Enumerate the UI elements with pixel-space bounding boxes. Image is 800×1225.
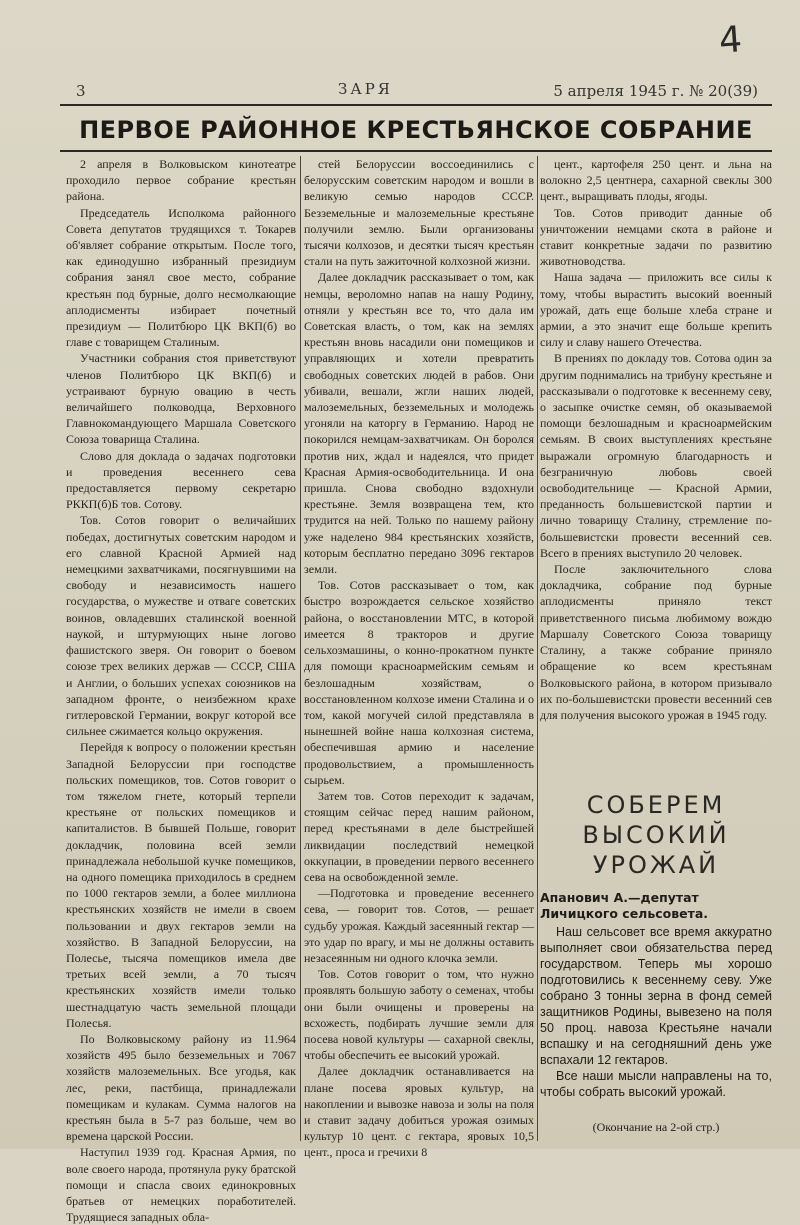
paragraph: По Волковыскому району из 11.964 хозяйств 495 было безземельных и 7067 хозяйств малоземельных. Все угодья, как лес, реки, пастбища, принадлежали помещикам и кулакам. Сумма налогов на крестьян была в 5-7 раз больше, чем во времена царской России. [66, 1031, 296, 1144]
headline-rule [60, 150, 772, 152]
newspaper-name: ЗАРЯ [338, 80, 393, 98]
header-rule [60, 104, 772, 106]
paragraph: цент., картофеля 250 цент. и льна на волокно 2,5 центнера, сахарной свеклы 300 цент., выращивать плоды, ягоды. [540, 157, 772, 204]
paragraph: Далее докладчик рассказывает о том, как немцы, вероломно напав на нашу Родину, отняли у крестьян все то, что дала им Советская власть, о том, как на землях крестьян вновь насадили они помещиков и управляющих и хотели превратить свободных советских людей в рабов. Они убивали, вешали, жгли наших людей, малоземельных, безземельных и молодежь угоняли на каторгу в Германию. Народ не покорился немцам-захватчикам. Он боролся против них, ждал и надеялся, что придет Красная Армия-освободительница. И она пришла. Снова свободно вздохнули крестьяне. Земля возвращена тем, кто трудится на ней. Только по нашему району уже наделено 984 крестьянских хозяйств, которым бесплатно передано 3096 гектаров земли. [304, 270, 534, 577]
main-headline: ПЕРВОЕ РАЙОННОЕ КРЕСТЬЯНСКОЕ СОБРАНИЕ [79, 116, 753, 144]
paragraph: После заключительного слова докладчика, собрание под бурные аплодисменты приняло текст приветственного письма любимому вождю Маршалу Советского Союза товарищу Сталину, а также собрание приняло обращение ко всем крестьянам Волковыского района, в котором призывало их по-большевистски провести весенний сев для получения высокого урожая в 1945 году. [540, 562, 772, 722]
sidebar-body [540, 924, 772, 1100]
column-divider [537, 156, 538, 1141]
paragraph: В прениях по докладу тов. Сотова один за другим поднимались на трибуну крестьяне и рассказывали о подготовке к весеннему севу, о засыпке очистке семян, об оказываемой помощи безлошадным и красноармейским семьям. В своих выступлениях крестьяне выражали огромную благодарность и безграничную любовь своей освободительнице — Красной Армии, преданность большевистской партии и лично товарищу Сталину, стремление по-большевистски провести весенний сев. Всего в прениях выступило 20 человек. [540, 351, 772, 560]
sidebar-author: Апанович А.—депутат Личицкого сельсовета. [540, 890, 709, 921]
continuation-note: (Окончание на 2-ой стр.) [592, 1120, 720, 1134]
sidebar-title-line: ВЫСОКИЙ [582, 821, 730, 849]
column-divider [300, 156, 301, 1141]
paragraph: Слово для доклада о задачах подготовки и проведения весеннего сева предоставляется первому секретарю РККП(б)Б тов. Сотову. [66, 448, 296, 512]
handwritten-page-number: 4 [717, 19, 744, 62]
paragraph: стей Белоруссии воссоединились с белорусским советским народом и вошли в великую семью народов СССР. Безземельные и малоземельные крестьяне получили землю. Были организованы тысячи колхозов, и десятки тысяч крестьян стали на путь зажиточной колхозной жизни. [304, 157, 534, 269]
paragraph: Перейдя к вопросу о положении крестьян Западной Белоруссии при господстве польских помещиков, тов. Сотов говорит о том тяжелом гнете, который терпели крестьяне от польских помещиков и капиталистов. В бывшей Польше, говорит докладчик, половина всей земли принадлежала небольшой кучке помещиков, на одного помещика приходилось в среднем по 1000 гектаров земли, а более миллиона крестьянских хозяйств не имели в своем пользовании и двух гектаров земли на хозяйство. В Западной Белоруссии, на Полесье, тысяча помещиков имела две третьих всей земли, а 70 тысяч крестьянских хозяйств имели только шестнадцатую часть земельной площади Полесья. [66, 740, 296, 1030]
sidebar-title-line: СОБЕРЕМ [586, 791, 726, 819]
page-number: 3 [76, 82, 86, 100]
sidebar-title-line: УРОЖАЙ [592, 851, 720, 879]
page-header [76, 80, 758, 102]
paragraph: —Подготовка и проведение весеннего сева, — говорит тов. Сотов, — решает судьбу урожая. Каждый засеянный гектар — это удар по врагу, и мы не должны оставить незасеянным ни одного клочка земли. [304, 886, 534, 965]
paragraph: Тов. Сотов говорит о величайших победах, достигнутых советским народом и его славной Красной Армией над немецкими захватчиками, посягнувшими на свободу и независимость нашего государства, о мужестве и отваге советских воинов, овладевших сталинской военной наукой, и штурмующих ныне логово фашистского зверя. Он говорит о боевом союзе трех великих держав — СССР, США и Англии, о больших успехах союзников на западном фронте, о неизбежном крахе гитлеровской Германии, вокруг которой все сильнее сжимается кольцо окружения. [66, 513, 296, 739]
paragraph: Тов. Сотов приводит данные об уничтожении немцами скота в районе и ставит конкретные задачи по развитию животноводства. [540, 205, 772, 269]
paragraph: Тов. Сотов говорит о том, что нужно проявлять большую заботу о семенах, чтобы они были очищены и проверены на всхожесть, подбирать лучшие земли для посева новой культуры — сахарной свеклы, чтобы обеспечить ее высокий урожай. [304, 967, 534, 1063]
paragraph: Председатель Исполкома районного Совета депутатов трудящихся т. Токарев об'являет собрание открытым. После того, как единодушно избранный президиум собрания занял свое место, собрание крестьян под бурные, долго несмолкающие аплодисменты избирает почетный президиум — Политбюро ЦК ВКП(б) во главе с товарищем Сталиным. [66, 205, 296, 350]
article-column-1 [66, 156, 296, 1225]
paragraph: Все наши мысли направлены на то, чтобы собрать высокий урожай. [540, 1069, 772, 1099]
issue-date: 5 апреля 1945 г. № 20(39) [553, 82, 758, 100]
article-column-3 [540, 156, 772, 788]
sidebar-title [540, 790, 772, 880]
paragraph: Участники собрания стоя приветствуют членов Политбюро ЦК ВКП(б) и устраивают бурную овацию в честь величайшего полководца, Верховного Главнокомандующего Маршала Советского Союза товарища Сталина. [66, 351, 296, 447]
paragraph: Наступил 1939 год. Красная Армия, по воле своего народа, протянула руку братской помощи и спасла своих единокровных братьев от немецких поработителей. Трудящиеся западных обла- [66, 1145, 296, 1225]
paragraph: Наша задача — приложить все силы к тому, чтобы вырастить высокий военный урожай, дать еще больше хлеба стране и армии, а это значит еще больше крепить силу и славу нашего Отечества. [540, 270, 772, 350]
paragraph: Далее докладчик останавливается на плане посева яровых культур, на накоплении и вывозке навоза и золы на поля и ставит задачу добиться урожая озимых культур 10 цент. с гектара, яровых 10,5 цент., проса и гречихи 8 [304, 1064, 534, 1160]
paragraph: Тов. Сотов рассказывает о том, как быстро возрождается сельское хозяйство района, о восстановлении МТС, в которой имеется 8 тракторов и другие сельхозмашины, о конно-прокатном пункте для помощи красноармейским семьям и безлошадным хозяйствам, о восстановленном колхозе имени Сталина и о том, какой могучей силой представляла в нынешней войне наша колхозная система, обеспечившая армию и население продовольствием, а промышленность сырьем. [304, 578, 534, 787]
paragraph: Наш сельсовет все время аккуратно выполняет свои обязательства перед государством. Теперь мы хорошо подготовились к весеннему севу. Уже собрано 3 тонны зерна в фонд семей защитников Родины, вывезено на поля 50 проц. навоза Крестьяне начали вспашку и на сегодняшний день уже вспахали 12 гектаров. [540, 925, 772, 1067]
paragraph: Затем тов. Сотов переходит к задачам, стоящим сейчас перед нашим районом, перед крестьянами в деле быстрейшей ликвидации последствий немецкой оккупации, в проведении первого весеннего сева на освобожденной земле. [304, 788, 534, 884]
paragraph: 2 апреля в Волковыском кинотеатре проходило первое собрание крестьян района. [66, 157, 296, 204]
article-column-2 [304, 156, 534, 1160]
sidebar-article [540, 790, 772, 1140]
